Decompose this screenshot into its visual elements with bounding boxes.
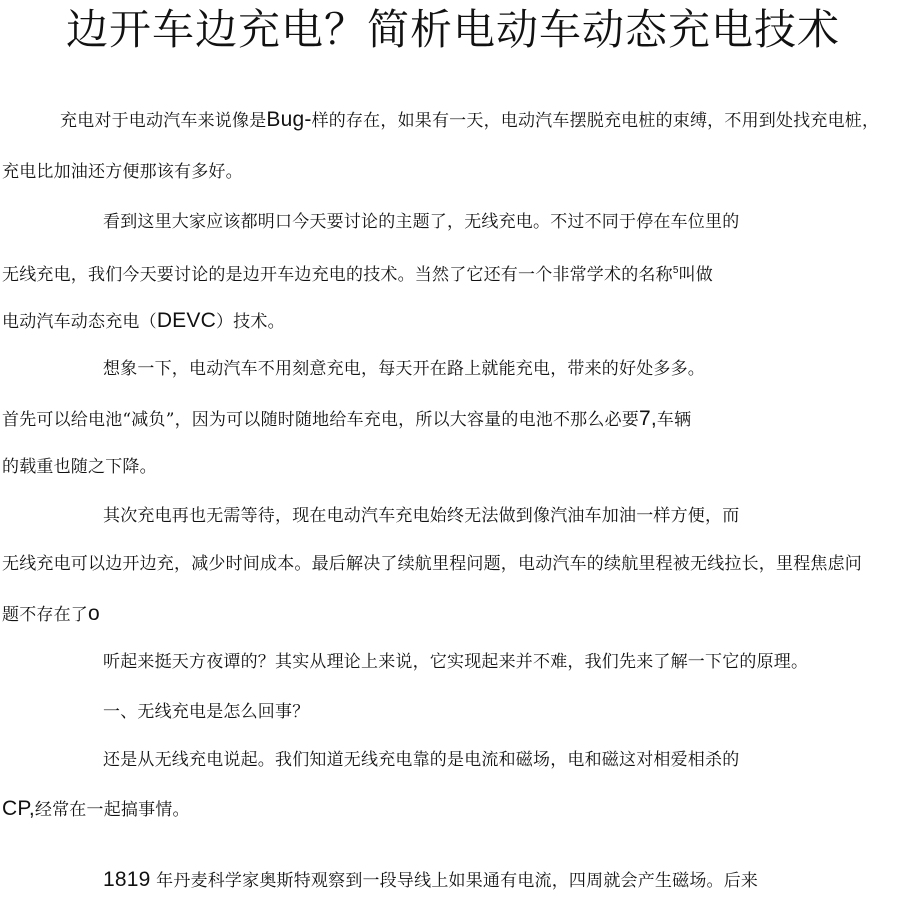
text-line-5: 电动汽车动态充电（DEVC）技术。 [2,309,285,332]
text-line-4: 无线充电，我们今天要讨论的是边开车边充电的技术。当然了它还有一个非常学术的名称$^5$叫做 [2,265,713,285]
text-line-3: 看到这里大家应该都明口今天要讨论的主题了，无线充电。不过不同于停在车位里的 [103,212,740,232]
text-line-13: 还是从无线充电说起。我们知道无线充电靠的是电流和磁场，电和磁这对相爱相杀的 [103,750,740,770]
text-line-9: 其次充电再也无需等待，现在电动汽车充电始终无法做到像汽油车加油一样方便，而 [103,506,740,526]
text-line-2: 充电比加油还方便那该有多好。 [2,162,243,182]
text-line-7: 首先可以给电池“减负”，因为可以随时随地给车充电，所以大容量的电池不那么必要7,车辆 [2,407,692,430]
text-line-6: 想象一下，电动汽车不用刻意充电，每天开在路上就能充电，带来的好处多多。 [103,359,705,379]
section-heading: 一、无线充电是怎么回事？ [103,702,310,722]
text-line-12: 听起来挺天方夜谭的？其实从理论上来说，它实现起来并不难，我们先来了解一下它的原理。 [103,652,809,672]
text-line-10: 无线充电可以边开边充，减少时间成本。最后解决了续航里程问题，电动汽车的续航里程被无线拉长，里程焦虑问 [2,554,862,574]
text-line-11: 题不存在了o [2,602,100,625]
text-line-15: 1819 年丹麦科学家奥斯特观察到一段导线上如果通有电流，四周就会产生磁场。后来 [103,868,759,891]
text-line-14: CP,经常在一起搞事情。 [2,797,190,820]
text-line-1: 充电对于电动汽车来说像是Bug-样的存在，如果有一天，电动汽车摆脱充电桩的束缚，不用到处找充电桩， [60,108,880,131]
text-line-8: 的载重也随之下降。 [2,457,157,477]
page-title: 边开车边充电？简析电动车动态充电技术 [66,5,841,54]
